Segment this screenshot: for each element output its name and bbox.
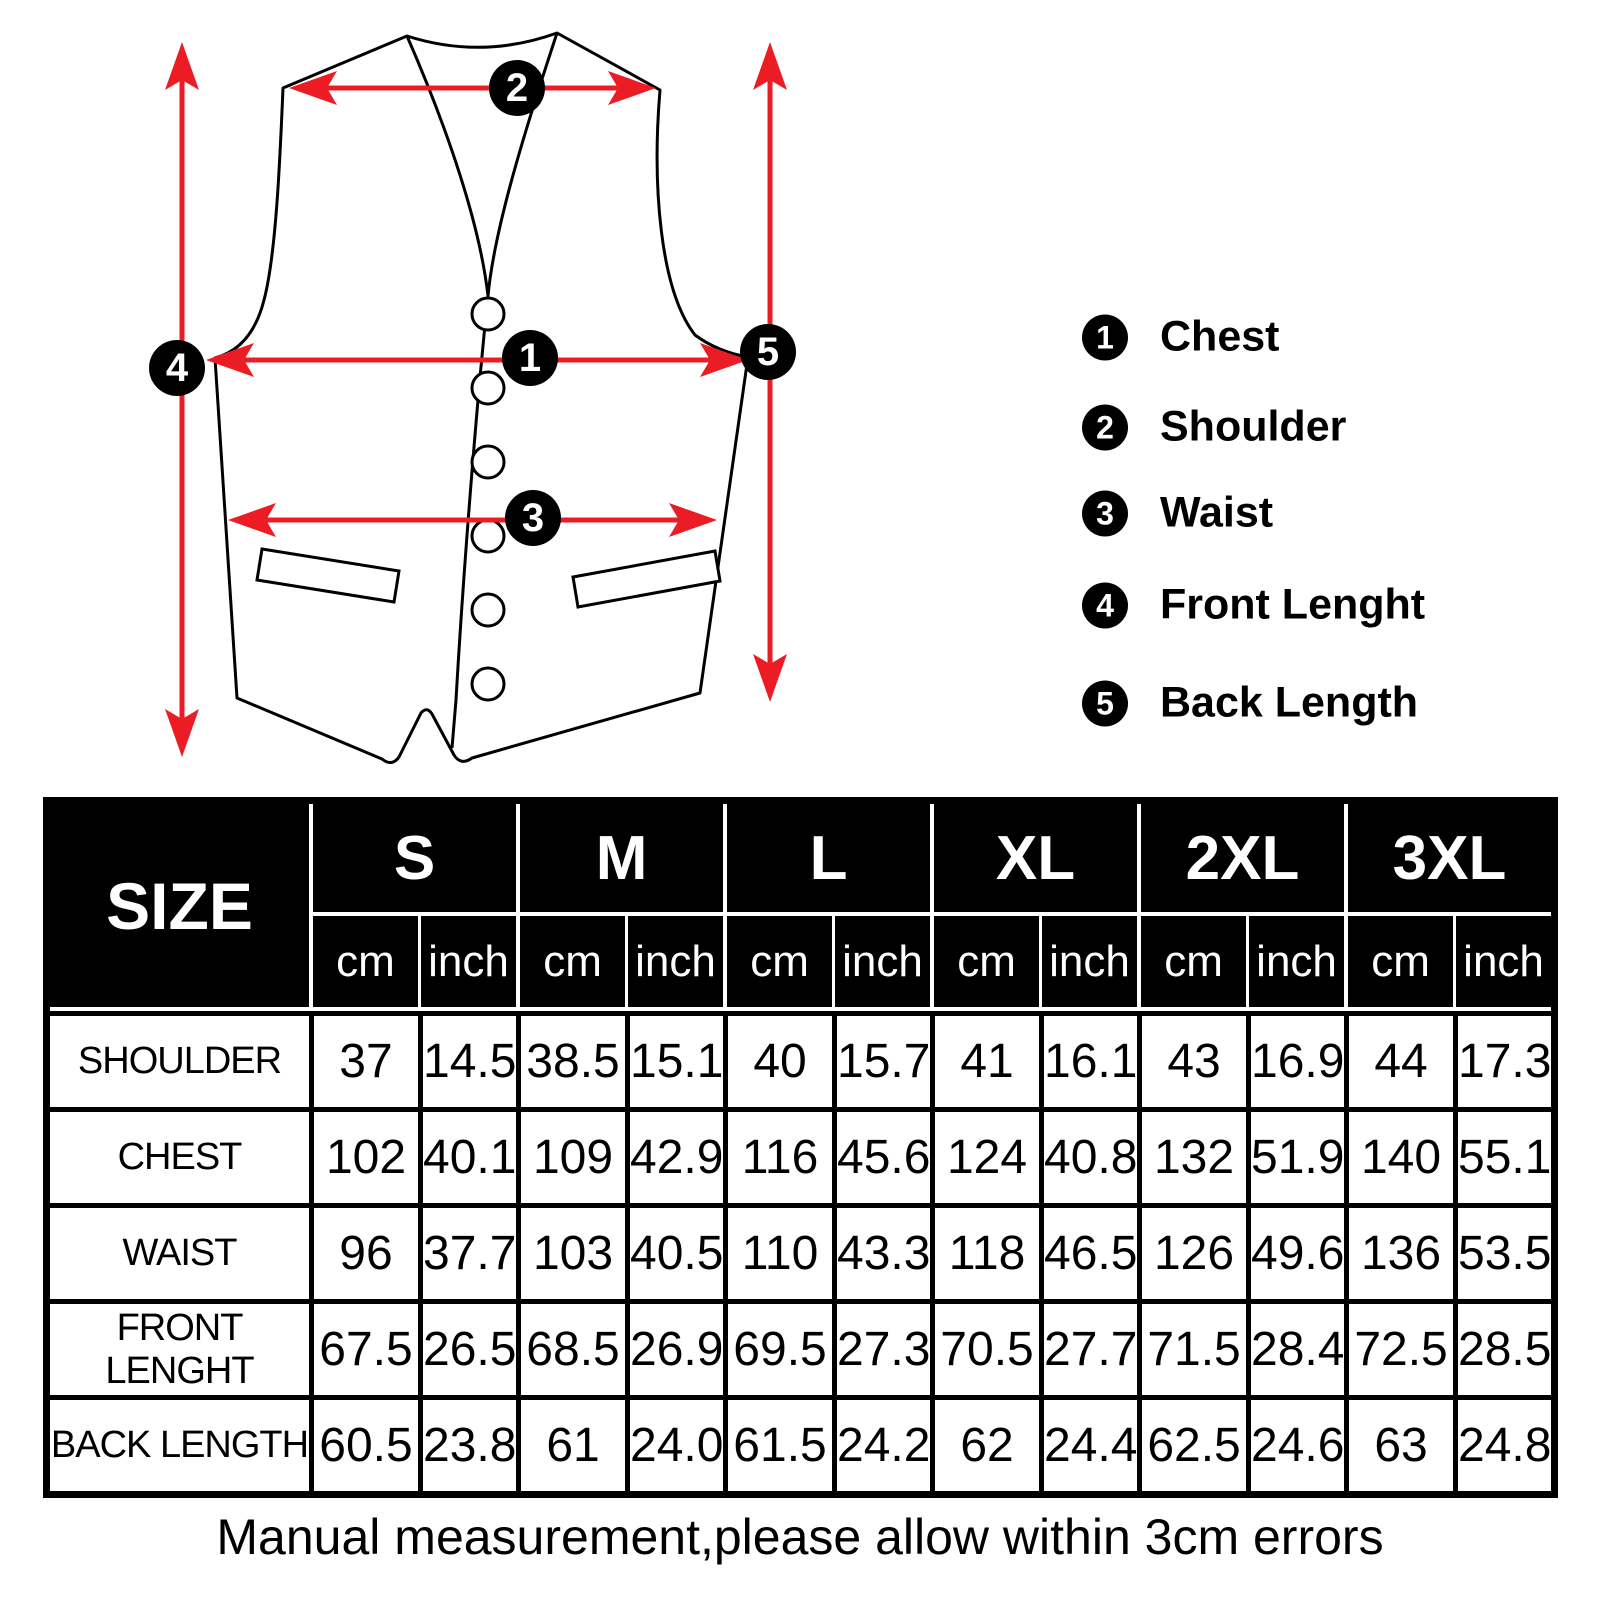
unit-header-inch: inch: [1039, 916, 1137, 1011]
legend-label-5: Back Length: [1160, 678, 1419, 727]
size-col-header-2xl: 2XL: [1137, 804, 1344, 916]
value-cell: 26.5: [418, 1299, 516, 1395]
value-cell: 16.1: [1039, 1011, 1137, 1107]
size-table: [43, 797, 1558, 1498]
value-cell: 72.5: [1344, 1299, 1453, 1395]
value-cell: 110: [723, 1203, 832, 1299]
value-cell: 45.6: [832, 1107, 930, 1203]
value-cell: 68.5: [516, 1299, 625, 1395]
unit-header-cm: cm: [723, 916, 832, 1011]
legend-item-shoulder: [1082, 403, 1346, 452]
value-cell: 24.4: [1039, 1395, 1137, 1491]
value-cell: 140: [1344, 1107, 1453, 1203]
value-cell: 109: [516, 1107, 625, 1203]
value-cell: 67.5: [309, 1299, 418, 1395]
value-cell: 46.5: [1039, 1203, 1137, 1299]
marker-5-back-length: 5: [740, 324, 796, 380]
size-col-header-l: L: [723, 804, 930, 916]
value-cell: 17.3: [1453, 1011, 1551, 1107]
unit-header-inch: inch: [832, 916, 930, 1011]
button-icon: [472, 298, 504, 330]
size-col-header-s: S: [309, 804, 516, 916]
table-row-chest: [50, 1107, 1551, 1203]
unit-header-cm: cm: [516, 916, 625, 1011]
button-icon: [472, 594, 504, 626]
unit-header-inch: inch: [418, 916, 516, 1011]
legend-label-1: Chest: [1160, 312, 1280, 361]
value-cell: 37: [309, 1011, 418, 1107]
value-cell: 27.7: [1039, 1299, 1137, 1395]
value-cell: 40.8: [1039, 1107, 1137, 1203]
table-row-front-length: [50, 1299, 1551, 1395]
unit-header-cm: cm: [1137, 916, 1246, 1011]
value-cell: 41: [930, 1011, 1039, 1107]
value-cell: 102: [309, 1107, 418, 1203]
marker-1-chest: 1: [502, 330, 558, 386]
value-cell: 43: [1137, 1011, 1246, 1107]
value-cell: 118: [930, 1203, 1039, 1299]
value-cell: 124: [930, 1107, 1039, 1203]
button-icon: [472, 446, 504, 478]
value-cell: 103: [516, 1203, 625, 1299]
table-row-back-length: [50, 1395, 1551, 1491]
value-cell: 69.5: [723, 1299, 832, 1395]
front-length-arrow: [165, 42, 199, 757]
marker-4-front-length: 4: [149, 340, 205, 396]
size-col-header-m: M: [516, 804, 723, 916]
value-cell: 62.5: [1137, 1395, 1246, 1491]
value-cell: 37.7: [418, 1203, 516, 1299]
vest-diagram: [0, 0, 840, 780]
value-cell: 40.5: [625, 1203, 723, 1299]
value-cell: 53.5: [1453, 1203, 1551, 1299]
value-cell: 24.6: [1246, 1395, 1344, 1491]
value-cell: 24.0: [625, 1395, 723, 1491]
legend-item-waist: [1082, 489, 1273, 538]
value-cell: 61.5: [723, 1395, 832, 1491]
size-header-row: [50, 804, 1551, 916]
value-cell: 126: [1137, 1203, 1246, 1299]
legend-dot-5: 5: [1082, 680, 1128, 726]
unit-header-cm: cm: [930, 916, 1039, 1011]
value-cell: 40.1: [418, 1107, 516, 1203]
size-table-corner: SIZE: [50, 804, 309, 1011]
unit-header-cm: cm: [309, 916, 418, 1011]
value-cell: 63: [1344, 1395, 1453, 1491]
value-cell: 38.5: [516, 1011, 625, 1107]
button-icon: [472, 668, 504, 700]
table-row-waist: [50, 1203, 1551, 1299]
size-col-header-3xl: 3XL: [1344, 804, 1551, 916]
value-cell: 55.1: [1453, 1107, 1551, 1203]
value-cell: 71.5: [1137, 1299, 1246, 1395]
value-cell: 60.5: [309, 1395, 418, 1491]
value-cell: 15.7: [832, 1011, 930, 1107]
value-cell: 116: [723, 1107, 832, 1203]
value-cell: 40: [723, 1011, 832, 1107]
legend-item-front-length: [1082, 581, 1425, 630]
unit-header-cm: cm: [1344, 916, 1453, 1011]
value-cell: 15.1: [625, 1011, 723, 1107]
value-cell: 23.8: [418, 1395, 516, 1491]
value-cell: 14.5: [418, 1011, 516, 1107]
button-icon: [472, 372, 504, 404]
row-label-shoulder: SHOULDER: [50, 1011, 309, 1107]
value-cell: 42.9: [625, 1107, 723, 1203]
value-cell: 62: [930, 1395, 1039, 1491]
marker-3-waist: 3: [505, 490, 561, 546]
value-cell: 24.2: [832, 1395, 930, 1491]
value-cell: 51.9: [1246, 1107, 1344, 1203]
value-cell: 16.9: [1246, 1011, 1344, 1107]
row-label-waist: WAIST: [50, 1203, 309, 1299]
value-cell: 70.5: [930, 1299, 1039, 1395]
legend-dot-4: 4: [1082, 582, 1128, 628]
legend-dot-3: 3: [1082, 490, 1128, 536]
value-cell: 43.3: [832, 1203, 930, 1299]
value-cell: 132: [1137, 1107, 1246, 1203]
table-row-shoulder: [50, 1011, 1551, 1107]
value-cell: 28.5: [1453, 1299, 1551, 1395]
unit-header-inch: inch: [625, 916, 723, 1011]
value-cell: 26.9: [625, 1299, 723, 1395]
size-col-header-xl: XL: [930, 804, 1137, 916]
unit-header-inch: inch: [1453, 916, 1551, 1011]
row-label-front-length: FRONT LENGHT: [50, 1299, 309, 1395]
value-cell: 96: [309, 1203, 418, 1299]
value-cell: 136: [1344, 1203, 1453, 1299]
value-cell: 24.8: [1453, 1395, 1551, 1491]
legend-dot-2: 2: [1082, 404, 1128, 450]
legend-item-back-length: [1082, 679, 1418, 728]
value-cell: 61: [516, 1395, 625, 1491]
value-cell: 49.6: [1246, 1203, 1344, 1299]
measurement-note: Manual measurement,please allow within 3cm errors: [216, 1509, 1384, 1565]
legend-dot-1: 1: [1082, 314, 1128, 360]
value-cell: 28.4: [1246, 1299, 1344, 1395]
legend-label-4: Front Lenght: [1160, 580, 1426, 629]
unit-header-inch: inch: [1246, 916, 1344, 1011]
value-cell: 27.3: [832, 1299, 930, 1395]
marker-2-shoulder: 2: [489, 60, 545, 116]
row-label-chest: CHEST: [50, 1107, 309, 1203]
legend-label-2: Shoulder: [1160, 402, 1347, 451]
legend-label-3: Waist: [1160, 488, 1274, 537]
row-label-back-length: BACK LENGTH: [50, 1395, 309, 1491]
button-icon: [472, 520, 504, 552]
value-cell: 44: [1344, 1011, 1453, 1107]
legend-item-chest: [1082, 313, 1279, 362]
